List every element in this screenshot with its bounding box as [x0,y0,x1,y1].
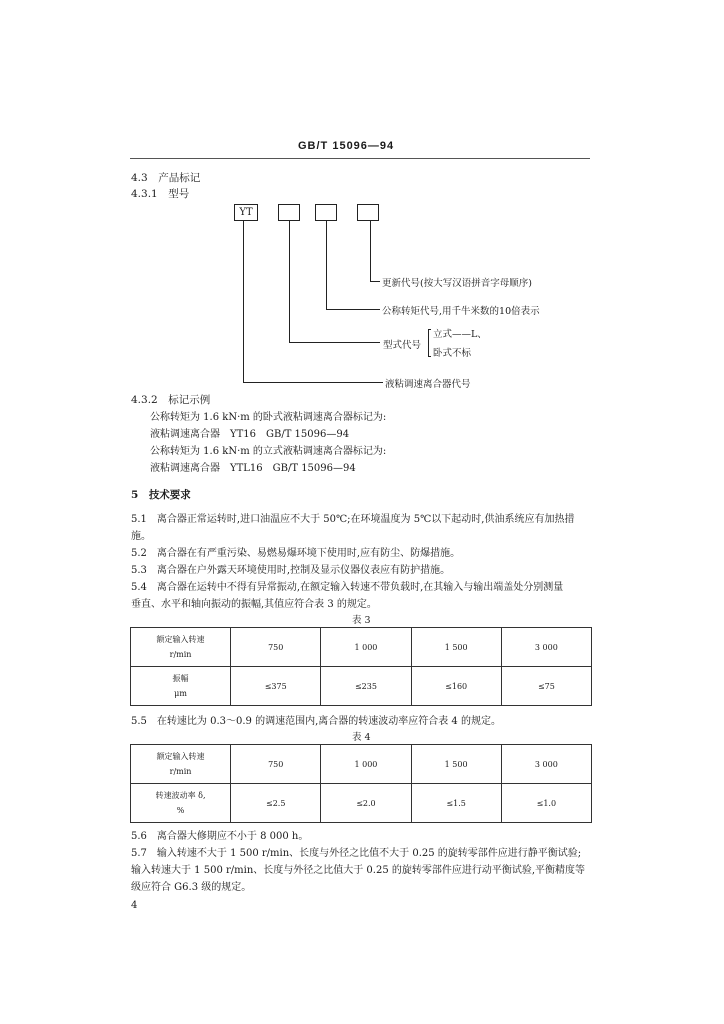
clutch-code-label: 液粘调速离合器代号 [385,379,471,390]
clause-5-4-line2: 垂直、水平和轴向振动的振幅,其值应符合表 3 的规定。 [131,599,377,610]
torque-box [278,204,300,221]
section-number: 4.3.1 [131,188,158,200]
vertical-type-label: 立式——L、 [433,329,487,340]
standard-code-header: GB/T 15096—94 [298,140,395,152]
table-cell: ≤160 [411,667,501,706]
fluctuation-label: 转速波动率 δ, [155,791,206,800]
table-header-cell [131,784,231,823]
update-leader-h [370,281,380,282]
type-brace-bottom [428,356,431,357]
table-3-caption: 表 3 [352,615,371,626]
table-cell: ≤75 [501,667,591,706]
speed-unit: r/min [169,767,192,776]
table-cell: ≤1.0 [501,784,591,823]
type-leader-h [289,342,380,343]
section-title: 型号 [168,188,190,200]
page-number: 4 [131,900,138,911]
table-4 [130,744,592,823]
type-box [315,204,337,221]
table-header-cell [131,628,231,667]
section-5-heading [131,487,191,502]
clause-5-7-line3: 级应符合 G6.3 级的规定。 [131,882,252,893]
section-number: 5 [131,489,139,501]
table-cell: 750 [231,745,321,784]
clause-5-2: 5.2 离合器在有严重污染、易燃易爆环境下使用时,应有防尘、防爆措施。 [131,548,461,559]
table-header-cell [131,745,231,784]
table-cell: ≤1.5 [411,784,501,823]
table-row [131,745,592,784]
section-title: 标记示例 [168,394,211,406]
update-code-label: 更新代号(按大写汉语拼音字母顺序) [382,278,532,289]
amplitude-label: 振幅 [172,674,189,683]
update-box [357,204,379,221]
table-4-caption: 表 4 [352,732,371,743]
clause-5-4-line1: 5.4 离合器在运转中不得有异常振动,在额定输入转速不带负载时,在其输入与输出端盖处分别测量 [131,582,564,593]
torque-leader-v [326,220,327,309]
clause-5-1-line1: 5.1 离合器正常运转时,进口油温应不大于 50℃;在环境温度为 5℃以下起动时,供油系统应有加热措 [131,514,575,525]
speed-label: 额定输入转速 [156,635,205,644]
table-header-cell [131,667,231,706]
header-rule [130,158,590,159]
clause-5-5: 5.5 在转速比为 0.3～0.9 的调速范围内,离合器的转速波动率应符合表 4 的规定。 [131,716,501,727]
section-title: 产品标记 [158,172,201,184]
fluctuation-unit: % [176,806,185,815]
section-4-3-heading [131,170,200,185]
torque-code-label: 公称转矩代号,用千牛米数的10倍表示 [382,306,540,317]
table-row [131,628,592,667]
table-row [131,784,592,823]
table-cell: ≤375 [231,667,321,706]
section-number: 4.3 [131,172,148,184]
amplitude-unit: μm [174,689,187,698]
section-4-3-2-heading [131,392,210,407]
table-cell: ≤2.5 [231,784,321,823]
type-code-label: 型式代号 [383,340,422,351]
table-cell: 750 [231,628,321,667]
clutch-leader-h [243,382,383,383]
type-brace [428,329,429,357]
table-cell: 1 500 [411,745,501,784]
table-cell: 1 500 [411,628,501,667]
clause-5-3: 5.3 离合器在户外露天环境使用时,控制及显示仪器仪表应有防护措施。 [131,565,451,576]
clause-5-1-line2: 施。 [131,531,151,542]
table-cell: 3 000 [501,745,591,784]
speed-label: 额定输入转速 [156,752,205,761]
table-cell: 1 000 [321,628,411,667]
example-line: 公称转矩为 1.6 kN·m 的立式液粘调速离合器标记为: [150,446,387,457]
example-line: 公称转矩为 1.6 kN·m 的卧式液粘调速离合器标记为: [150,412,387,423]
speed-unit: r/min [169,650,192,659]
type-brace-top [428,329,431,330]
section-number: 4.3.2 [131,394,158,406]
clutch-leader-v [243,220,244,382]
prefix-box: YT [234,204,258,221]
table-cell: ≤2.0 [321,784,411,823]
clause-5-7-line1: 5.7 输入转速不大于 1 500 r/min、长度与外径之比值不大于 0.25 的旋转零部件应进行静平衡试验; [131,848,582,859]
type-leader-v [289,220,290,342]
section-title: 技术要求 [148,489,191,501]
table-row [131,667,592,706]
section-4-3-1-heading [131,186,189,201]
example-line: 液粘调速离合器 YTL16 GB/T 15096—94 [150,463,356,474]
table-3 [130,627,592,706]
example-line: 液粘调速离合器 YT16 GB/T 15096—94 [150,429,350,440]
table-cell: 3 000 [501,628,591,667]
clause-5-6: 5.6 离合器大修期应不小于 8 000 h。 [131,831,309,842]
table-cell: ≤235 [321,667,411,706]
clause-5-7-line2: 输入转速大于 1 500 r/min、长度与外径之比值大于 0.25 的旋转零部件应进行动平衡试验,平衡精度等 [131,865,586,876]
torque-leader-h [326,309,380,310]
table-cell: 1 000 [321,745,411,784]
horizontal-type-label: 卧式不标 [433,348,472,359]
update-leader-v [370,220,371,281]
